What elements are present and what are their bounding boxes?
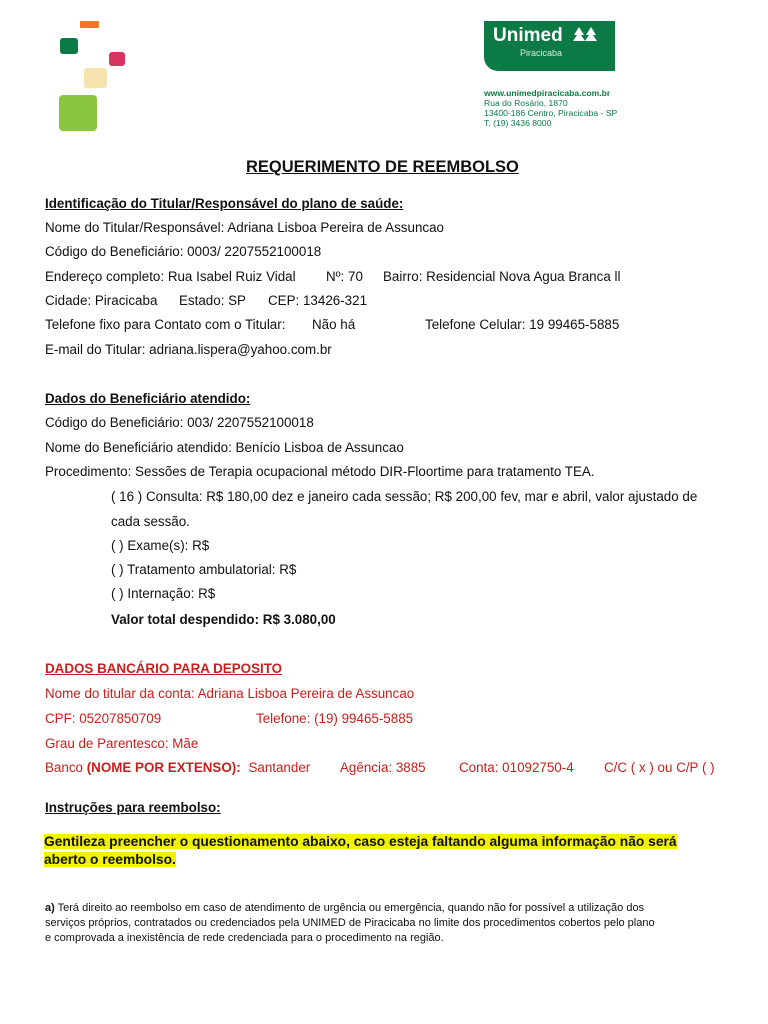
header-zip: 13400-186 Centro, Piracicaba - SP (484, 108, 618, 118)
unimed-trees-icon (573, 26, 599, 44)
beneficiario-consulta-line1: ( 16 ) Consulta: R$ 180,00 dez e janeiro cada sessão; R$ 200,00 fev, mar e abril, valor ajustado de (111, 489, 698, 504)
titular-cep: CEP: 13426-321 (268, 293, 368, 308)
beneficiario-tratamento: ( ) Tratamento ambulatorial: R$ (111, 562, 297, 577)
instrucoes-highlight-text2: aberto o reembolso. (44, 852, 176, 867)
logo-square-cream (84, 68, 107, 88)
titular-telefone-fixo-valor: Não há (312, 317, 356, 332)
page-title: REQUERIMENTO DE REEMBOLSO (246, 158, 519, 176)
beneficiario-nome: Nome do Beneficiário atendido: Benício Lisboa de Assuncao (45, 440, 404, 455)
titular-telefone-celular: Telefone Celular: 19 99465-5885 (425, 317, 620, 332)
instrucoes-highlight-line2 (44, 851, 176, 868)
bancario-nome: Nome do titular da conta: Adriana Lisboa Pereira de Assuncao (45, 686, 415, 701)
bancario-tipo: C/C ( x ) ou C/P ( ) (604, 760, 715, 775)
header-phone: T. (19) 3436 8000 (484, 118, 552, 128)
header-street: Rua do Rosário, 1870 (484, 98, 568, 108)
bancario-heading: DADOS BANCÁRIO PARA DEPOSITO (45, 661, 283, 676)
logo-square-pink (109, 52, 125, 66)
beneficiario-procedimento: Procedimento: Sessões de Terapia ocupacional método DIR-Floortime para tratamento TEA. (45, 464, 595, 479)
beneficiario-exames: ( ) Exame(s): R$ (111, 538, 210, 553)
unimed-logo-word: Unimed (493, 25, 563, 46)
bancario-telefone: Telefone: (19) 99465-5885 (256, 711, 414, 726)
instrucoes-highlight-line1 (44, 833, 677, 850)
titular-cidade: Cidade: Piracicaba (45, 293, 158, 308)
beneficiario-internacao: ( ) Internação: R$ (111, 586, 216, 601)
titular-nome: Nome do Titular/Responsável: Adriana Lisboa Pereira de Assuncao (45, 220, 444, 235)
titular-endereco: Endereço completo: Rua Isabel Ruiz Vidal (45, 269, 296, 284)
titular-bairro: Bairro: Residencial Nova Agua Branca ll (383, 269, 621, 284)
bancario-grau: Grau de Parentesco: Mãe (45, 736, 199, 751)
titular-codigo: Código do Beneficiário: 0003/ 2207552100018 (45, 244, 322, 259)
bancario-banco-valor: Santander (248, 760, 311, 775)
instrucoes-heading: Instruções para reembolso: (45, 800, 221, 815)
bancario-banco-label: Banco (45, 760, 83, 775)
beneficiario-codigo: Código do Beneficiário: 003/ 2207552100018 (45, 415, 314, 430)
logo-square-green (60, 38, 78, 54)
instrucoes-item-a-text1: Terá direito ao reembolso em caso de atendimento de urgência ou emergência, quando não for possível a utilização dos (57, 902, 645, 914)
titular-numero: Nº: 70 (326, 269, 363, 284)
instrucoes-item-a-label: a) (45, 902, 55, 914)
bancario-conta: Conta: 01092750-4 (459, 760, 574, 775)
instrucoes-highlight-text1: Gentileza preencher o questionamento abaixo, caso esteja faltando alguma informação não será (44, 834, 677, 849)
instrucoes-item-a-line3: e comprovada a inexistência de rede credenciada para o procedimento na região. (45, 932, 444, 944)
titular-estado: Estado: SP (179, 293, 246, 308)
unimed-logo-city: Piracicaba (520, 48, 563, 58)
bancario-banco-bold: (NOME POR EXTENSO): (86, 760, 241, 775)
beneficiario-heading: Dados do Beneficiário atendido: (45, 391, 251, 406)
titular-telefone-fixo: Telefone fixo para Contato com o Titular: (45, 317, 286, 332)
beneficiario-consulta-line2: cada sessão. (111, 514, 190, 529)
bancario-cpf: CPF: 05207850709 (45, 711, 162, 726)
titular-heading: Identificação do Titular/Responsável do plano de saúde: (45, 196, 404, 211)
logo-square-orange (80, 21, 99, 28)
bancario-agencia: Agência: 3885 (340, 760, 426, 775)
beneficiario-valor-total: Valor total despendido: R$ 3.080,00 (111, 612, 336, 627)
bancario-banco-row (45, 760, 310, 776)
titular-email: E-mail do Titular: adriana.lispera@yahoo.com.br (45, 342, 332, 357)
instrucoes-item-a-line1 (45, 901, 644, 915)
header-website: www.unimedpiracicaba.com.br (484, 88, 611, 98)
logo-square-lightgreen (59, 95, 97, 131)
instrucoes-item-a-line2: serviços próprios, contratados ou credenciados pela UNIMED de Piracicaba no limite dos procedimentos cobertos pelo plano (45, 917, 655, 929)
